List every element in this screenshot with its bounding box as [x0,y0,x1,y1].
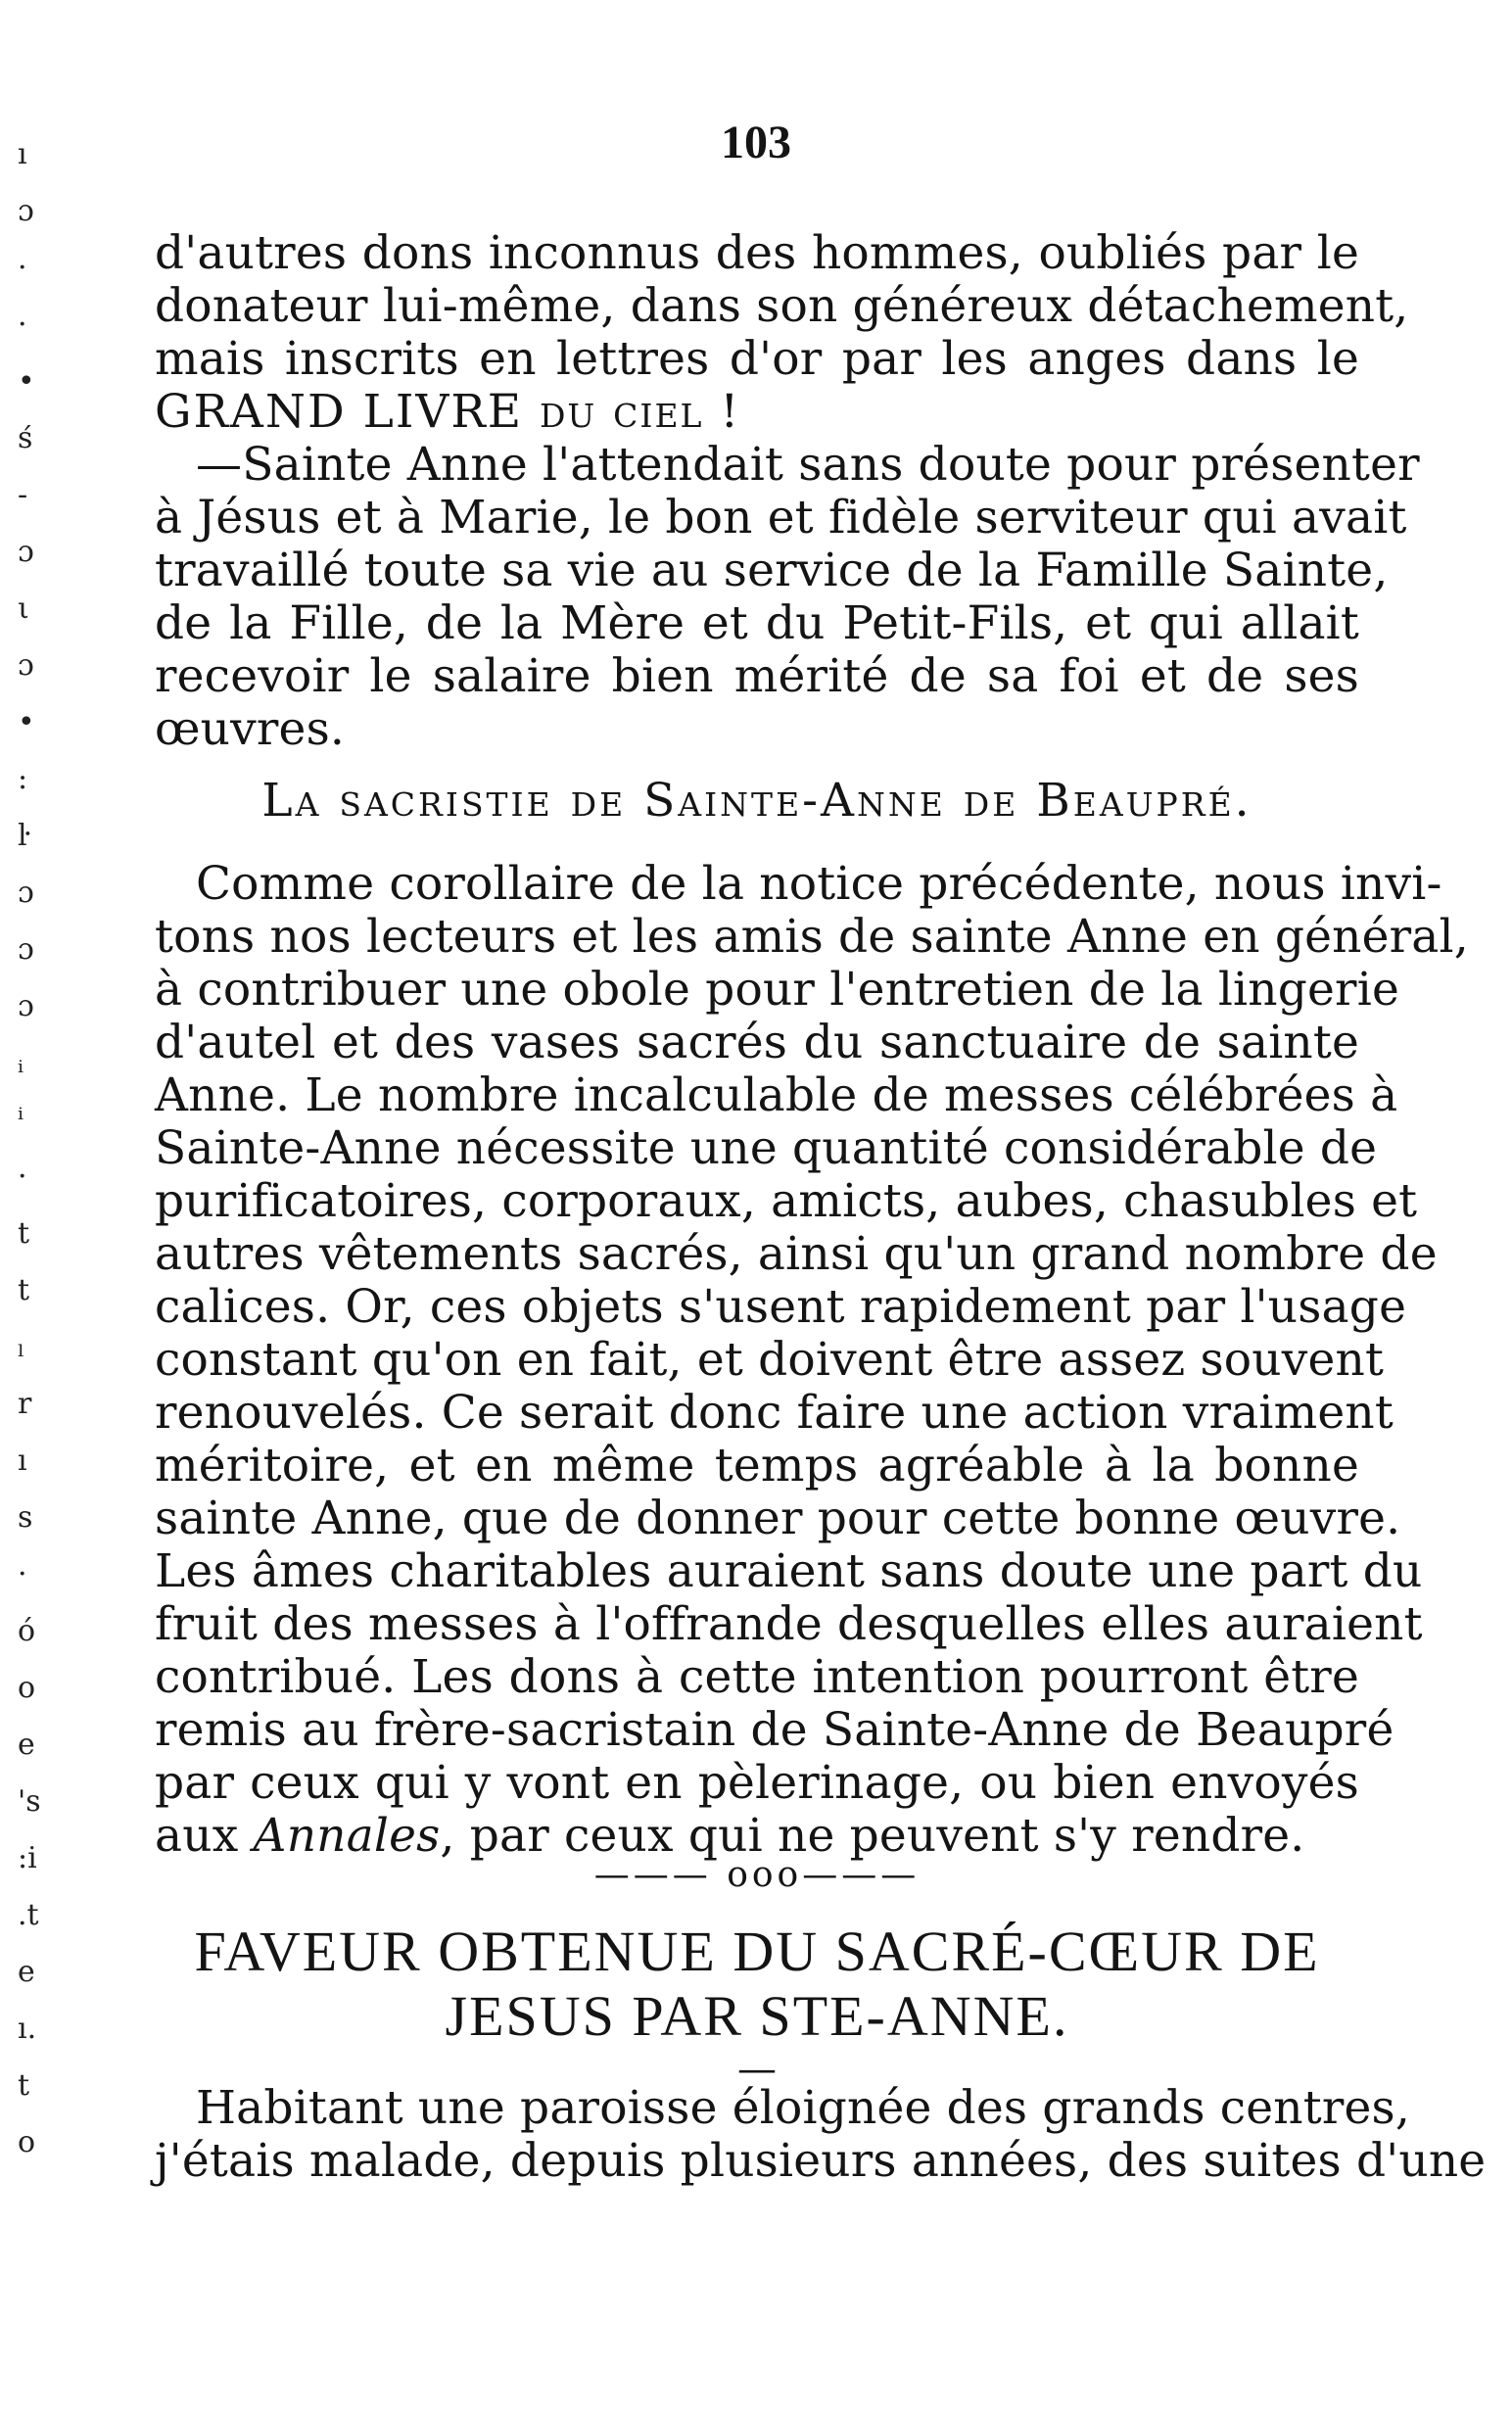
margin-fragment: .t [18,1898,39,1932]
margin-fragment: ı [18,1444,27,1478]
article-title [155,1919,1359,2049]
margin-fragment: ɔ [18,876,34,910]
paragraph-sacristie [155,857,1469,1863]
text-line: j'étais malade, depuis plusieurs années, des suites d'une [155,2134,1487,2188]
text-line: mais inscrits en lettres d'or par les anges dans le [155,332,1359,386]
margin-fragment: ⁱ [18,1103,24,1137]
text-line: donateur lui-même, dans son généreux détachement, [155,279,1409,333]
margin-fragment: o [18,2125,36,2159]
margin-fragment: ᵢ [18,1046,24,1080]
margin-fragment: t [18,2068,30,2103]
text-line: calices. Or, ces objets s'usent rapidement par l'usage [155,1280,1407,1334]
margin-fragment: r [18,1387,32,1421]
margin-fragment: t [18,1216,30,1251]
text-line: œuvres. [155,702,346,756]
margin-fragment: :i [18,1841,37,1875]
text-line: Anne. Le nombre incalculable de messes célébrées à [155,1068,1398,1122]
margin-fragment: e [18,1955,35,1989]
text-line: Habitant une paroisse éloignée des grands centres, [196,2081,1411,2135]
margin-fragment: e [18,1728,35,1762]
text-fragment: , par ceux qui ne peuvent s'y rendre. [440,1809,1305,1863]
text-line: sainte Anne, que de donner pour cette bonne œuvre. [155,1492,1401,1545]
text-line: à contribuer une obole pour l'entretien de la lingerie [155,963,1399,1017]
section-heading: La sacristie de Sainte-Anne de Beaupré. [261,774,1252,828]
margin-fragment: · [18,1557,27,1591]
margin-fragment: s [18,1500,33,1535]
margin-fragment: ó [18,1614,36,1648]
margin-fragment: ı. [18,2012,37,2046]
margin-fragment: ɔ [18,932,34,967]
margin-fragment: · [18,1160,27,1194]
title-dash: — [737,2047,777,2092]
margin-fragment: · [18,251,27,285]
text-line: par ceux qui y vont en pèlerinage, ou bien envoyés [155,1756,1359,1810]
margin-fragment: ı [18,137,27,171]
article-title-line: FAVEUR OBTENUE DU SACRÉ-CŒUR DE [194,1919,1320,1983]
text-line: d'autres dons inconnus des hommes, oubliés par le [155,226,1359,280]
text-line: autres vêtements sacrés, ainsi qu'un grand nombre de [155,1227,1438,1281]
margin-fragment: • [18,705,35,739]
margin-fragment: ι [18,592,29,626]
text-line: méritoire, et en même temps agréable à la bonne [155,1439,1359,1493]
text-line: Sainte-Anne nécessite une quantité considérable de [155,1121,1378,1175]
margin-fragment: ₗ [18,1330,25,1364]
margin-fragment: ɔ [18,989,34,1023]
paragraph-continuation [155,226,1409,439]
margin-fragment: ŀ [18,819,27,853]
ornament-separator: ——— ooo——— [593,1855,921,1895]
text-line: fruit des messes à l'offrande desquelles elles auraient [155,1597,1423,1651]
text-line: remis au frère-sacristain de Sainte-Anne de Beaupré [155,1703,1394,1757]
text-line: contribué. Les dons à cette intention pourront être [155,1650,1359,1704]
margin-fragment: ś [18,421,33,455]
text-line: GRAND LIVRE du ciel ! [155,385,741,439]
margin-fragments [18,0,57,2417]
text-line: tons nos lecteurs et les amis de sainte Anne en général, [155,910,1469,964]
text-fragment: aux [155,1809,254,1863]
margin-fragment: : [18,762,28,796]
margin-fragment: ɔ [18,194,34,228]
text-line: renouvelés. Ce serait donc faire une action vraiment [155,1386,1394,1440]
annales-italic: Annales [253,1809,441,1863]
text-line: Comme corollaire de la notice précédente, nous invi- [196,857,1442,911]
page-number: 103 [721,117,791,168]
text-line: purificatoires, corporaux, amicts, aubes, chasubles et [155,1174,1418,1228]
text-line: Les âmes charitables auraient sans doute une part du [155,1544,1423,1598]
margin-fragment: - [18,478,28,512]
text-line: recevoir le salaire bien mérité de sa foi et de ses [155,649,1359,703]
margin-fragment: t [18,1273,30,1307]
text-line: d'autel et des vases sacrés du sanctuaire de sainte [155,1016,1359,1069]
margin-fragment: o [18,1671,36,1705]
text-line: travaillé toute sa vie au service de la Famille Sainte, [155,544,1389,597]
paragraph-sainte-anne [155,438,1420,756]
paragraph-faveur [155,2081,1487,2188]
text-line: à Jésus et à Marie, le bon et fidèle serviteur qui avait [155,491,1407,545]
margin-fragment: · [18,308,27,342]
margin-fragment: ɔ [18,535,34,569]
text-line: constant qu'on en fait, et doivent être assez souvent [155,1333,1385,1387]
margin-fragment: 's [18,1784,41,1819]
text-line: —Sainte Anne l'attendait sans doute pour présenter [196,438,1420,492]
margin-fragment: ɔ [18,648,34,683]
article-title-line: JESUS PAR STE-ANNE. [445,1984,1069,2048]
text-line: de la Fille, de la Mère et du Petit-Fils, et qui allait [155,596,1359,650]
margin-fragment: • [18,364,35,399]
